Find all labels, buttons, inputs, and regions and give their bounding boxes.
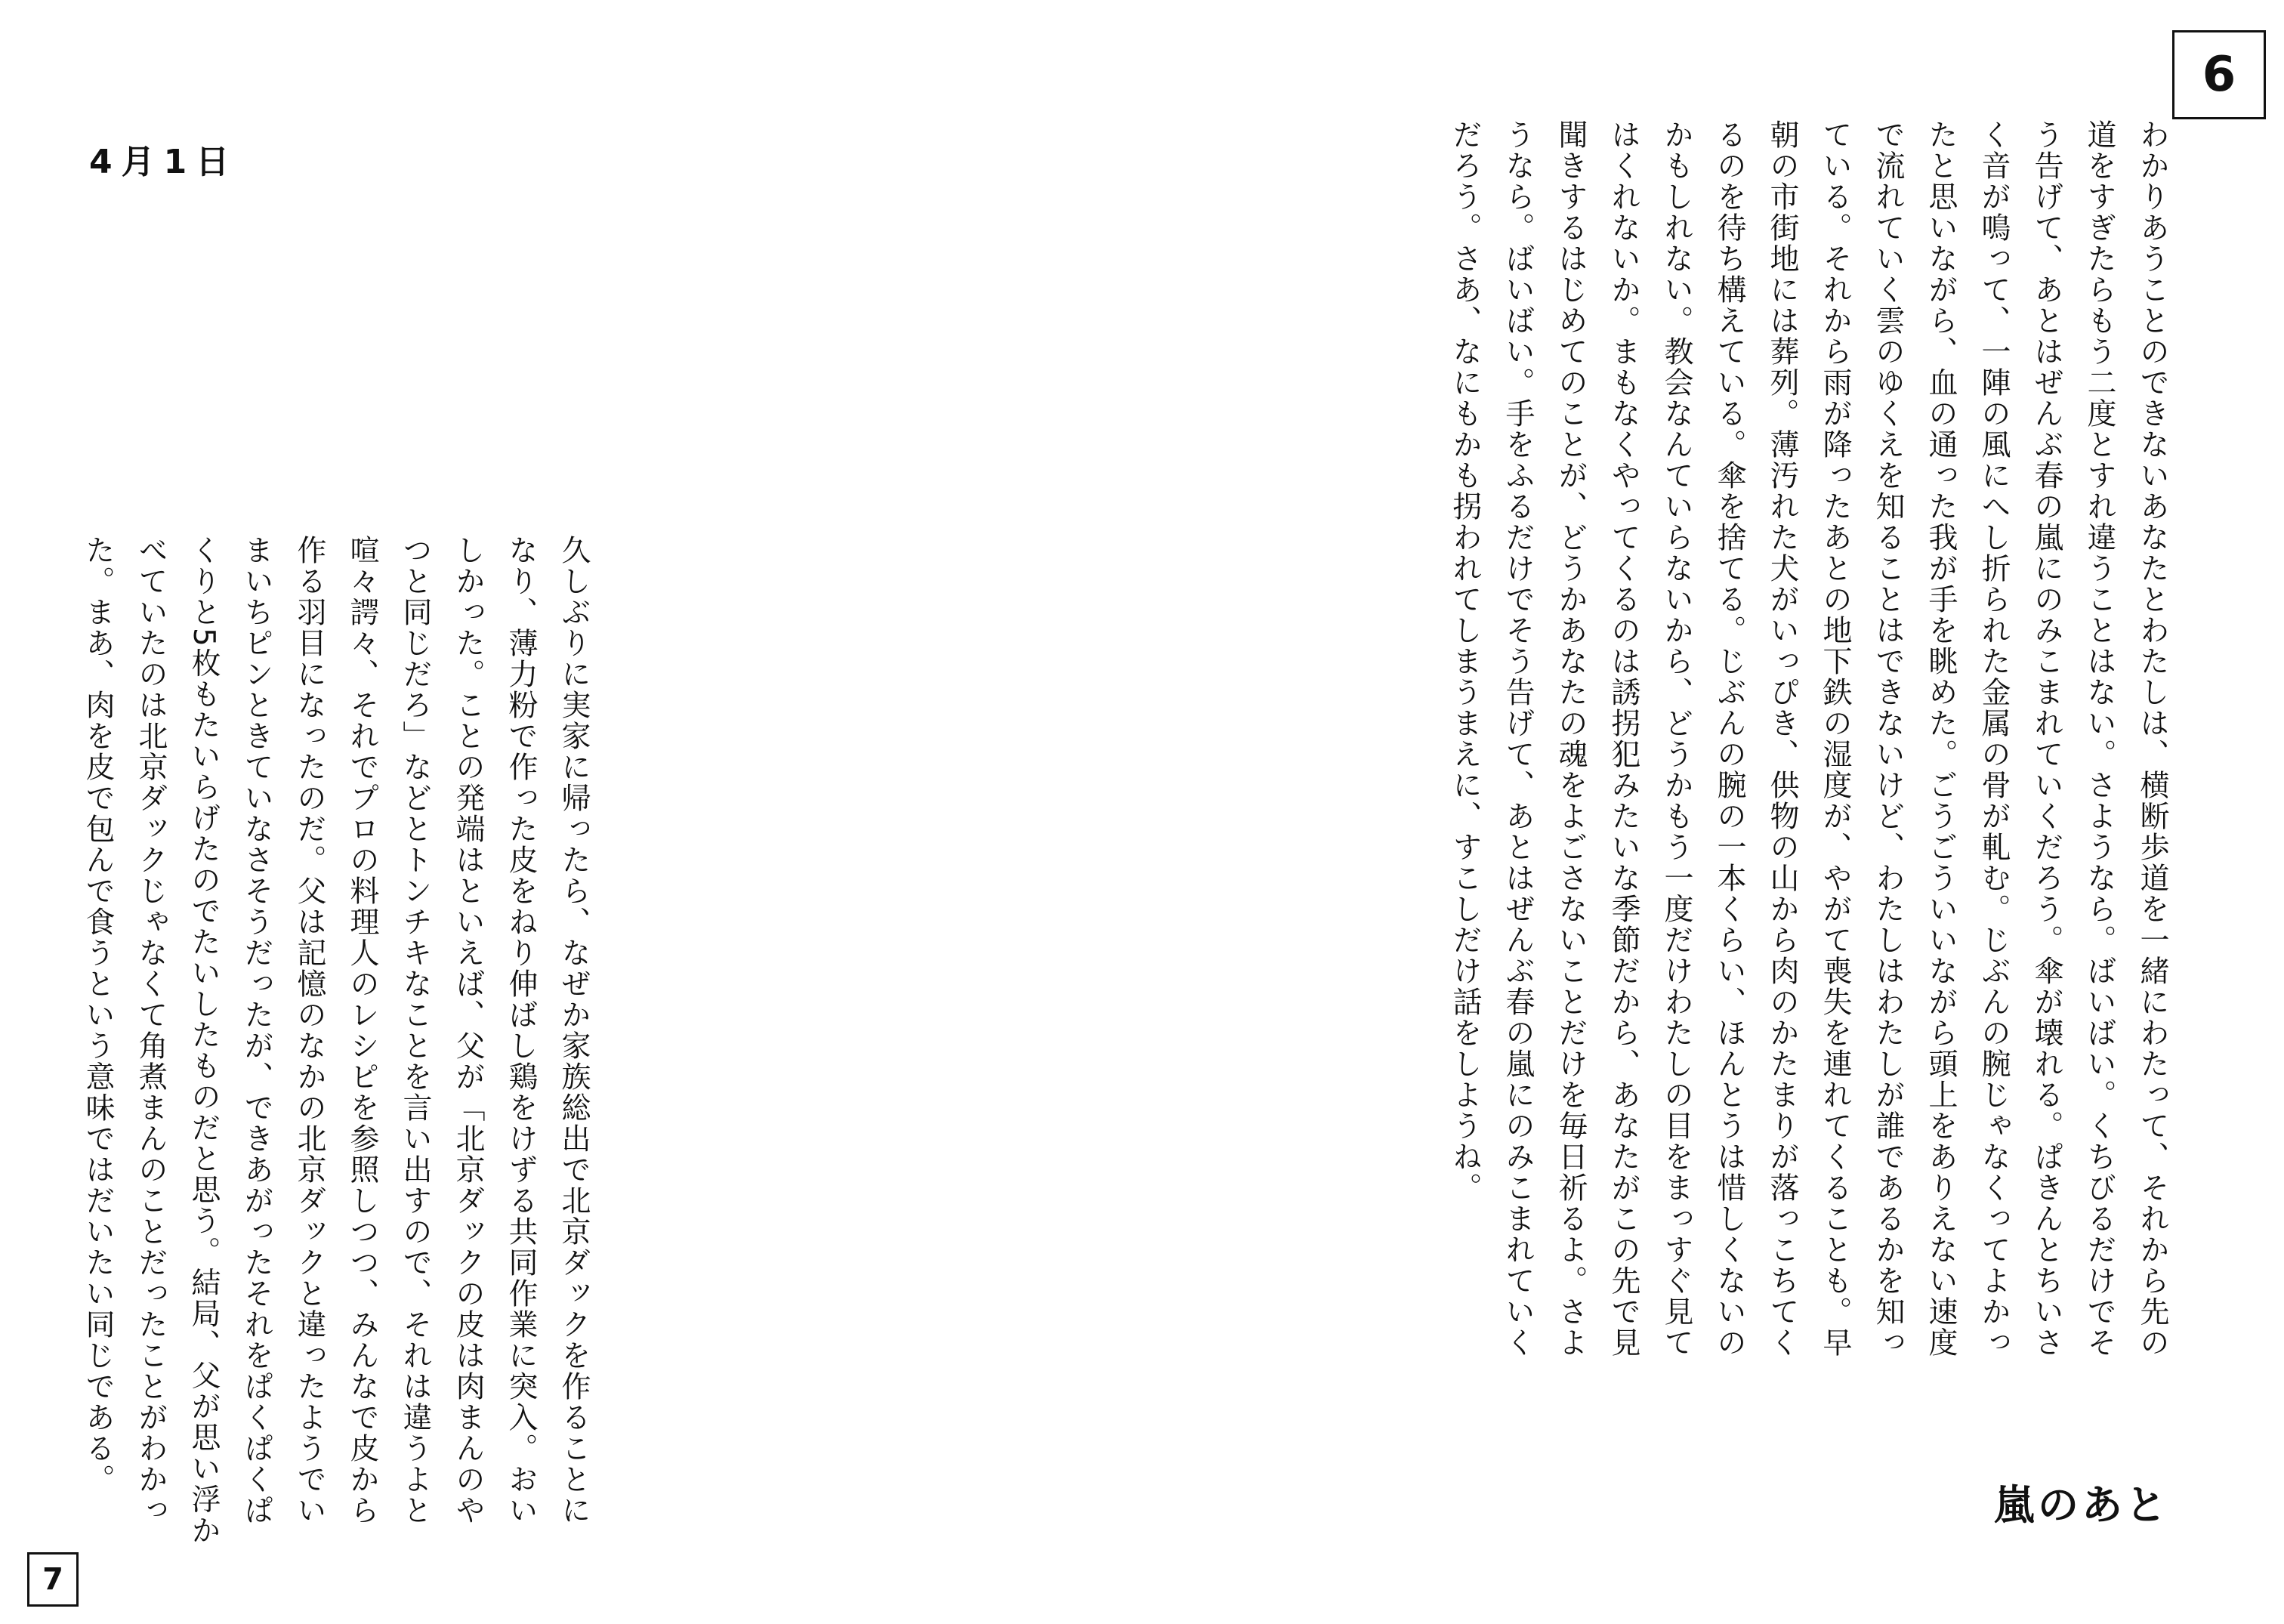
entry-date: 4月1日: [89, 143, 239, 181]
page-number-left: 7: [27, 1552, 79, 1607]
left-body-text: 久しぶりに実家に帰ったら、なぜか家族総出で北京ダックを作ることになり、薄力粉で作った皮をねり伸ばし鶏をけずる共同作業に突入。おいしかった。ことの発端はといえば、父が「北京ダックの皮は肉まんのやつと同じだろ」などとトンチキなことを言い出すので、それは違うよと喧々諤々、それでプロの料理人のレシピを参照しつつ、みんなで皮から作る羽目になったのだ。父は記憶のなかの北京ダックと違ったようでいまいちピンときていなさそうだったが、できあがったそれをぱくぱくぱくりと5枚もたいらげたのでたいしたものだと思う。結局、父が思い浮かべていたのは北京ダックじゃなくて角煮まんのことだったことがわかった。まあ、肉を皮で包んで食うという意味ではだいたい同じである。: [81, 535, 591, 1546]
story-title: 嵐のあと: [1994, 1481, 2169, 1529]
page-number-right: 6: [2172, 30, 2266, 119]
right-body-text: わかりあうことのできないあなたとわたしは、横断歩道を一緒にわたって、それから先の道をすぎたらもう二度とすれ違うことはない。さようなら。ばいばい。くちびるだけでそう告げて、あとはぜんぶ春の嵐にのみこまれていくだろう。傘が壊れる。ぱきんとちいさく音が鳴って、一陣の風にへし折られた金属の骨が軋む。じぶんの腕じゃなくってよかったと思いながら、血の通った我が手を眺めた。ごうごういいながら頭上をありえない速度で流れていく雲のゆくえを知ることはできないけど、わたしはわたしが誰であるかを知っている。それから雨が降ったあとの地下鉄の湿度が、やがて喪失を連れてくることも。早朝の市街地には葬列。薄汚れた犬がいっぴき、供物の山から肉のかたまりが落っこちてくるのを待ち構えている。傘を捨てる。じぶんの腕の一本くらい、ほんとうは惜しくないのかもしれない。教会なんていらないから、どうかもう一度だけわたしの目をまっすぐ見てはくれないか。まもなくやってくるのは誘拐犯みたいな季節だから、あなたがこの先で見聞きするはじめてのことが、どうかあなたの魂をよごさないことだけを毎日祈るよ。さようなら。ばいばい。手をふるだけでそう告げて、あとはぜんぶ春の嵐にのみこまれていくだろう。さあ、なにもかも拐われてしまうまえに、すこしだけ話をしようね。: [1448, 119, 2169, 1358]
